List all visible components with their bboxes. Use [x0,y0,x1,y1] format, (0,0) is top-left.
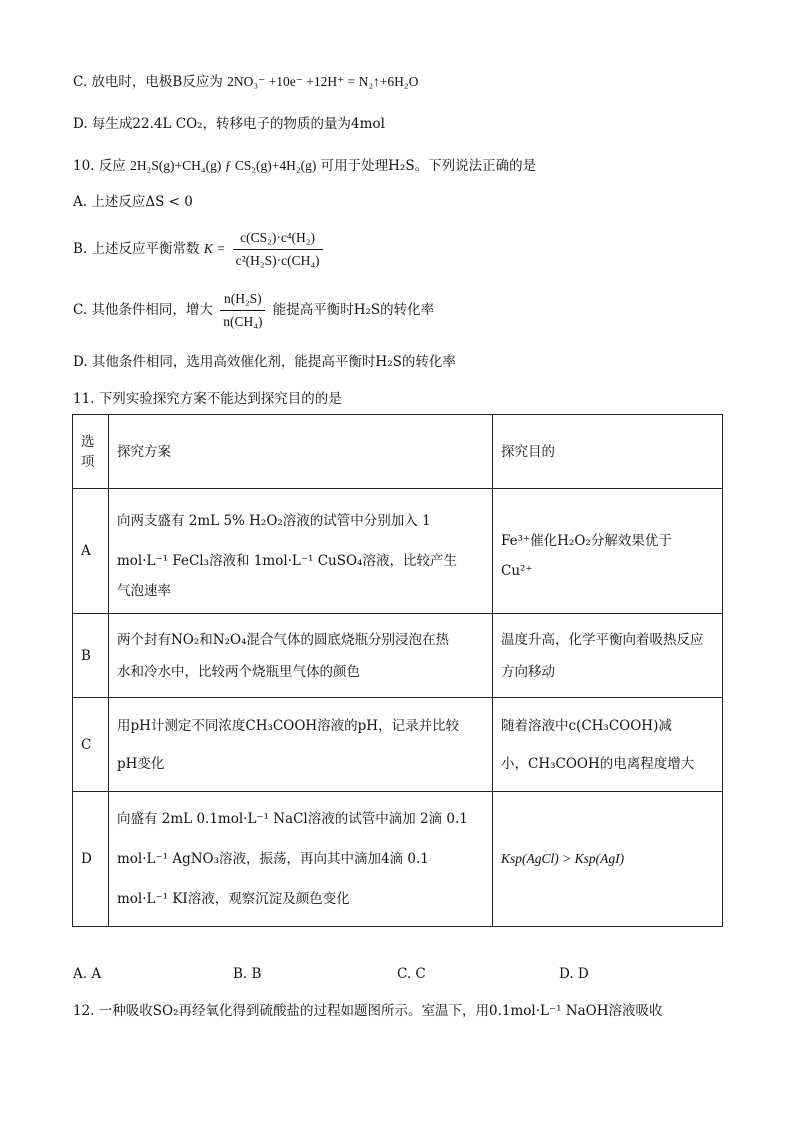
row-purpose [493,489,723,614]
q9-option-d: D. 每生成22.4L CO₂，转移电子的物质的量为4mol [73,116,385,132]
choice-a[interactable]: A. A [73,966,102,982]
choice-d[interactable]: D. D [559,966,589,982]
q9-option-c-label: C. 放电时，电极B反应为 [73,74,223,90]
q10-option-b-k: K = [203,241,226,256]
table-header-row [73,415,723,489]
row-option: C [73,698,109,792]
plan-line: 向两支盛有 2mL 5% H₂O₂溶液的试管中分别加入 1 [117,513,431,529]
header-option: 选项 [73,415,109,489]
row-plan [109,698,493,792]
purpose-line: Ksp(AgCl) > Ksp(AgI) [501,851,625,866]
experiment-table [72,414,723,927]
q10-option-c [73,289,434,332]
q10-option-c-prefix: C. 其他条件相同，增大 [73,302,213,318]
q10-option-b [73,228,326,271]
fraction-numerator: c(CS₂)·c⁴(H₂) [233,228,323,250]
row-purpose [493,698,723,792]
row-purpose [493,614,723,698]
plan-line: 向盛有 2mL 0.1mol·L⁻¹ NaCl溶液的试管中滴加 2滴 0.1 [117,811,468,827]
purpose-line: 随着溶液中c(CH₃COOH)减 [501,717,672,734]
plan-line: 气泡速率 [117,583,171,599]
plan-line: 两个封有NO₂和N₂O₄混合气体的圆底烧瓶分别浸泡在热 [117,631,449,648]
q9-option-c [73,72,418,92]
purpose-line: Cu²⁺ [501,563,533,579]
purpose-line: Fe³⁺催化H₂O₂分解效果优于 [501,533,672,549]
header-plan: 探究方案 [109,415,493,489]
plan-line: 用pH计测定不同浓度CH₃COOH溶液的pH，记录并比较 [117,717,460,734]
table-row [73,489,723,614]
q10-stem-prefix: 10. 反应 [73,158,126,174]
row-option: B [73,614,109,698]
row-option: D [73,792,109,927]
choice-c[interactable]: C. C [397,966,426,982]
purpose-line: 小，CH₃COOH的电离程度增大 [501,755,695,772]
plan-line: mol·L⁻¹ KI溶液，观察沉淀及颜色变化 [117,891,350,907]
q10-option-c-suffix: 能提高平衡时H₂S的转化率 [272,302,435,318]
table-row [73,792,723,927]
equilibrium-constant-fraction [233,228,323,271]
row-purpose [493,792,723,927]
plan-line: pH变化 [117,755,165,772]
choice-b[interactable]: B. B [233,966,262,982]
fraction-numerator: n(H₂S) [220,289,265,311]
plan-line: mol·L⁻¹ AgNO₃溶液，振荡，再向其中滴加4滴 0.1 [117,851,429,867]
row-plan [109,614,493,698]
table-row [73,614,723,698]
q10-stem [73,156,536,176]
fraction-denominator: n(CH₄) [223,314,263,329]
q10-equation: 2H₂S(g)+CH₄(g) ƒ CS₂(g)+4H₂(g) [130,158,317,173]
q12-stem: 12. 一种吸收SO₂再经氧化得到硫酸盐的过程如题图所示。室温下，用0.1mol·L⁻¹ NaOH溶液吸收 [73,1003,663,1019]
q10-option-a: A. 上述反应ΔS < 0 [73,194,193,210]
table-row [73,698,723,792]
q9-option-c-formula: 2NO₃⁻ +10e⁻ +12H⁺ = N₂↑+6H₂O [227,74,419,89]
q10-option-b-prefix: B. 上述反应平衡常数 [73,241,200,257]
ratio-fraction [220,289,265,332]
plan-line: mol·L⁻¹ FeCl₃溶液和 1mol·L⁻¹ CuSO₄溶液，比较产生 [117,553,457,569]
purpose-line: 方向移动 [501,663,555,680]
row-plan [109,792,493,927]
plan-line: 水和冷水中，比较两个烧瓶里气体的颜色 [117,663,360,680]
header-purpose: 探究目的 [493,415,723,489]
q10-option-d: D. 其他条件相同，选用高效催化剂，能提高平衡时H₂S的转化率 [73,354,456,370]
row-option: A [73,489,109,614]
q10-stem-suffix: 可用于处理H₂S。下列说法正确的是 [320,158,537,174]
row-plan [109,489,493,614]
purpose-line: 温度升高，化学平衡向着吸热反应 [501,631,704,648]
q11-stem: 11. 下列实验探究方案不能达到探究目的的是 [73,391,342,407]
fraction-denominator: c²(H₂S)·c(CH₄) [235,253,320,268]
